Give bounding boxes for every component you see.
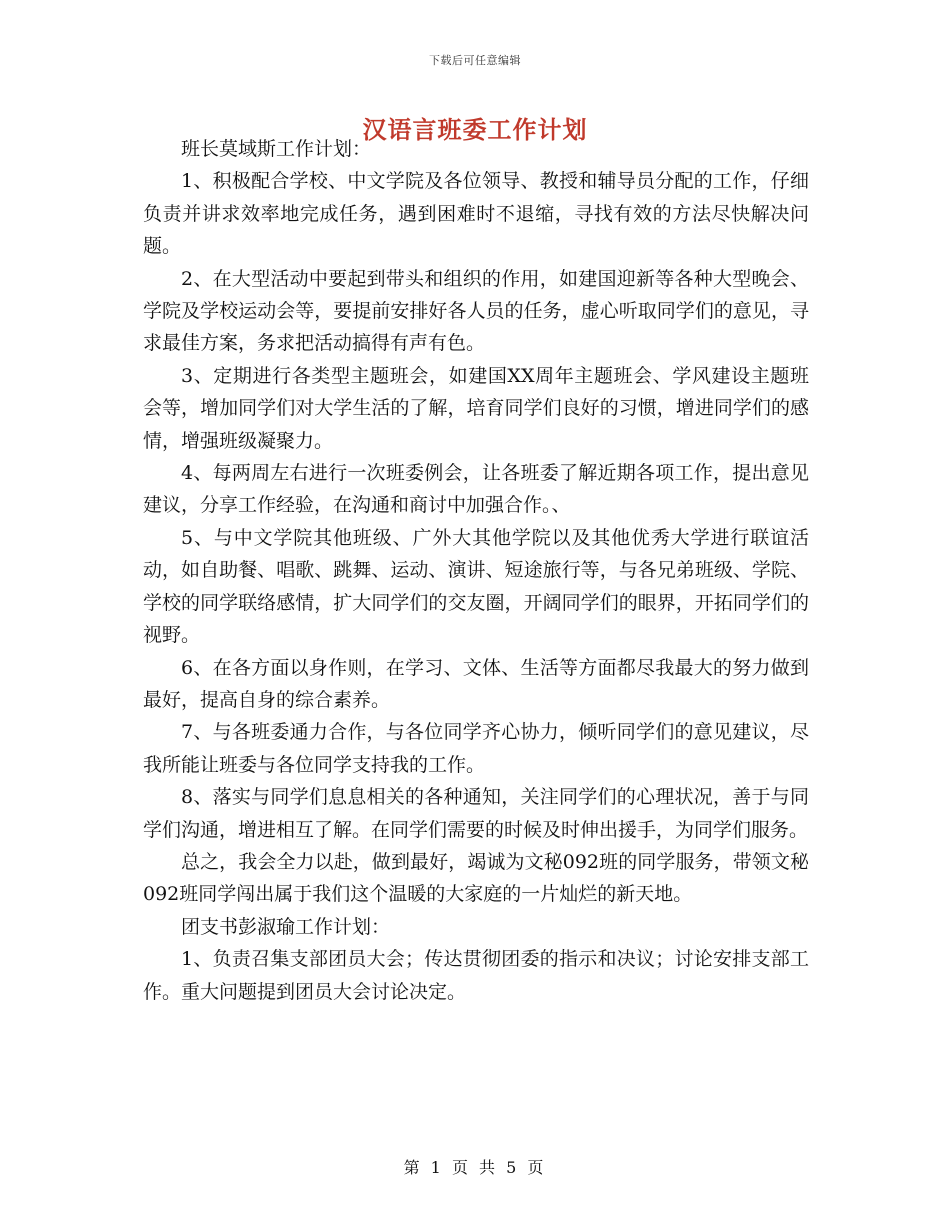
paragraph: 5、与中文学院其他班级、广外大其他学院以及其他优秀大学进行联谊活动，如自助餐、唱歌、跳舞、运动、演讲、短途旅行等，与各兄弟班级、学院、学校的同学联络感情，扩大同学们的交友圈，开阔同学们的眼界，开拓同学们的视野。	[143, 526, 809, 647]
paragraph: 2、在大型活动中要起到带头和组织的作用，如建国迎新等各种大型晚会、学院及学校运动会等，要提前安排好各人员的任务，虚心听取同学们的意见，寻求最佳方案，务求把活动搞得有声有色。	[143, 267, 809, 355]
paragraph: 1、积极配合学校、中文学院及各位领导、教授和辅导员分配的工作，仔细负责并讲求效率地完成任务，遇到困难时不退缩，寻找有效的方法尽快解决问题。	[143, 170, 809, 258]
header-note: 下载后可任意编辑	[429, 54, 521, 67]
page-number: 第 1 页 共 5 页	[403, 1158, 547, 1177]
document-title: 汉语言班委工作计划	[362, 115, 588, 144]
paragraph: 6、在各方面以身作则，在学习、文体、生活等方面都尽我最大的努力做到最好，提高自身的综合素养。	[143, 656, 809, 711]
paragraph: 3、定期进行各类型主题班会，如建国XX周年主题班会、学风建设主题班会等，增加同学们对大学生活的了解，培育同学们良好的习惯，增进同学们的感情，增强班级凝聚力。	[143, 364, 809, 452]
paragraph: 7、与各班委通力合作，与各位同学齐心协力，倾听同学们的意见建议，尽我所能让班委与各位同学支持我的工作。	[143, 721, 809, 776]
paragraph: 团支书彭淑瑜工作计划：	[181, 915, 391, 938]
paragraph: 1、负责召集支部团员大会；传达贯彻团委的指示和决议；讨论安排支部工作。重大问题提到团员大会讨论决定。	[143, 948, 809, 1003]
paragraph: 8、落实与同学们息息相关的各种通知，关注同学们的心理状况，善于与同学们沟通，增进相互了解。在同学们需要的时候及时伸出援手，为同学们服务。	[143, 786, 809, 841]
document-body	[143, 133, 809, 1008]
paragraph: 总之，我会全力以赴，做到最好，竭诚为文秘092班的同学服务，带领文秘092班同学闯出属于我们这个温暖的大家庭的一片灿烂的新天地。	[143, 850, 809, 906]
paragraph: 班长莫域斯工作计划：	[181, 138, 372, 160]
paragraph: 4、每两周左右进行一次班委例会，让各班委了解近期各项工作，提出意见建议，分享工作经验，在沟通和商讨中加强合作。、	[143, 462, 809, 517]
